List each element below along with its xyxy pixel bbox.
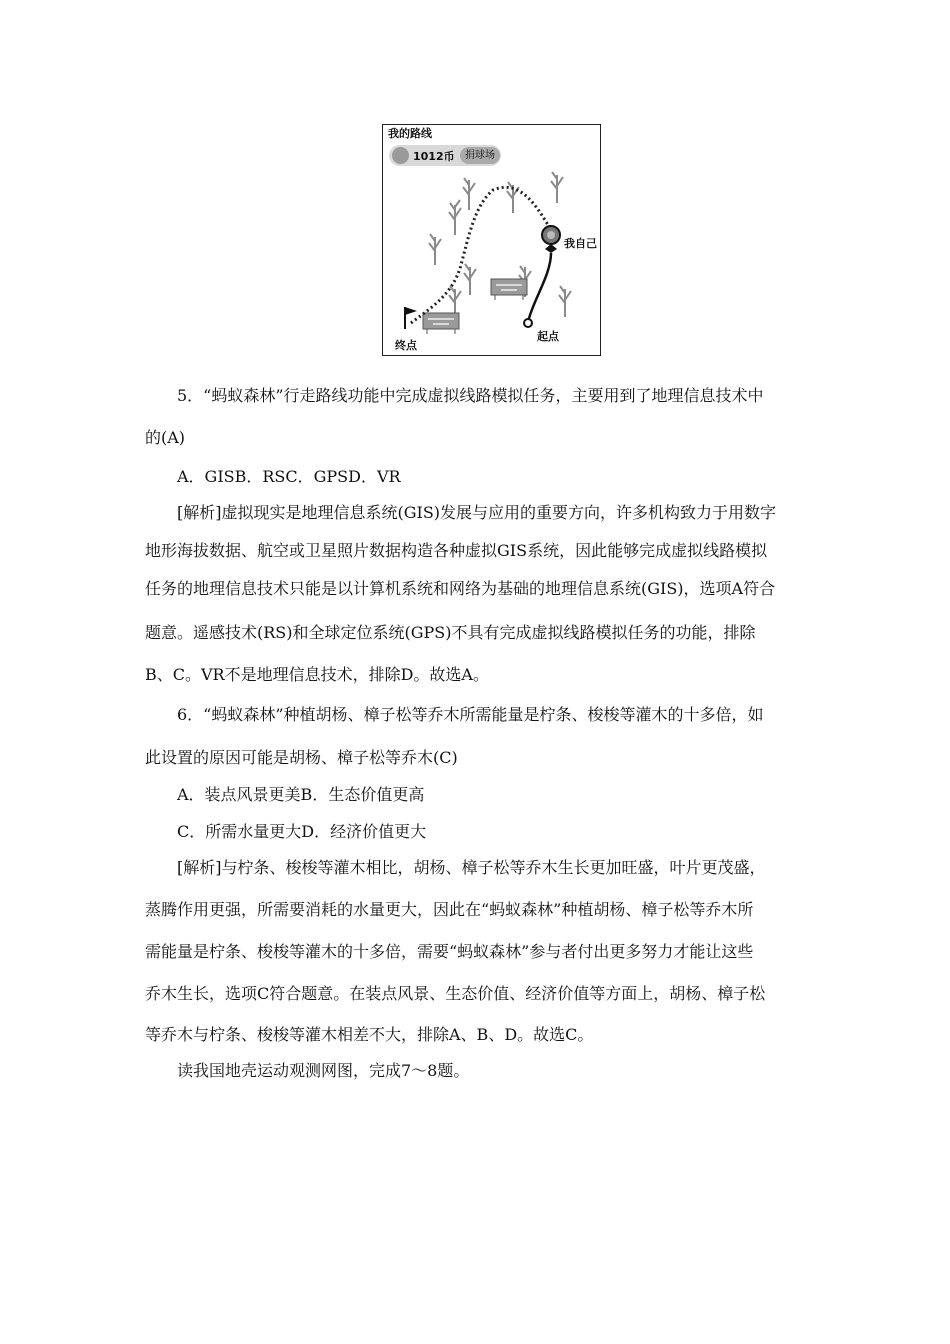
donate-button[interactable]: 捐球场 [460, 147, 500, 164]
question-5-line-2: 的(A) [145, 428, 186, 447]
avatar-icon [542, 226, 560, 253]
signboard-icon [423, 313, 459, 334]
analysis-5-line-3: 任务的地理信息技术只能是以计算机系统和网络为基础的地理信息系统(GIS)，选项A符合 [145, 579, 776, 598]
tree-icon [463, 178, 475, 210]
question-6-line-1: 6．“蚂蚁森林”种植胡杨、樟子松等乔木所需能量是柠条、梭梭等灌木的十多倍，如 [177, 705, 764, 724]
start-label: 起点 [537, 330, 559, 343]
tree-icon [559, 286, 571, 317]
tree-icon [449, 286, 461, 317]
coin-icon [392, 147, 409, 164]
tree-icon [464, 264, 476, 295]
coin-count: 1012币 [413, 150, 455, 163]
analysis-6-line-4: 乔木生长，选项C符合题意。在装点风景、生态价值、经济价值等方面上，胡杨、樟子松 [145, 984, 766, 1003]
analysis-5-line-4: 题意。遥感技术(RS)和全球定位系统(GPS)不具有完成虚拟线路模拟任务的功能，排除 [145, 623, 756, 642]
analysis-6-line-3: 需能量是柠条、梭梭等灌木的十多倍，需要“蚂蚁森林”参与者付出更多努力才能让这些 [145, 942, 754, 961]
start-point-icon [524, 319, 532, 327]
analysis-6-line-2: 蒸腾作用更强，所需要消耗的水量更大，因此在“蚂蚁森林”种植胡杨、樟子松等乔木所 [145, 900, 754, 919]
next-section-intro: 读我国地壳运动观测网图，完成7～8题。 [177, 1061, 470, 1080]
analysis-5-line-1: [解析]虚拟现实是地理信息系统(GIS)发展与应用的重要方向，许多机构致力于用数字 [177, 503, 777, 522]
signboard-icon [491, 279, 527, 300]
question-6-options-ab: A．装点风景更美B．生态价值更高 [177, 785, 425, 804]
tree-icon [449, 200, 461, 235]
analysis-5-line-5: B、C。VR不是地理信息技术，排除D。故选A。 [145, 665, 489, 684]
tree-icon [551, 172, 563, 203]
analysis-5-line-2: 地形海拔数据、航空或卫星照片数据构造各种虚拟GIS系统，因此能够完成虚拟线路模拟 [145, 541, 768, 560]
tree-icon [429, 234, 441, 265]
question-5-line-1: 5．“蚂蚁森林”行走路线功能中完成虚拟线路模拟任务，主要用到了地理信息技术中 [177, 386, 764, 405]
walked-route-line [528, 253, 551, 322]
analysis-6-line-1: [解析]与柠条、梭梭等灌木相比，胡杨、樟子松等乔木生长更加旺盛，叶片更茂盛， [177, 858, 766, 877]
route-map-figure [382, 124, 601, 356]
me-label: 我自己 [564, 237, 597, 250]
question-6-options-cd: C．所需水量更大D．经济价值更大 [177, 822, 427, 841]
question-6-line-2: 此设置的原因可能是胡杨、樟子松等乔木(C) [145, 748, 458, 767]
remaining-route-line [411, 187, 548, 323]
coin-balance [389, 145, 501, 166]
analysis-6-line-5: 等乔木与柠条、梭梭等灌木相差不大，排除A、B、D。故选C。 [145, 1025, 594, 1044]
end-label: 终点 [395, 339, 417, 352]
question-5-options: A．GISB．RSC．GPSD．VR [177, 467, 401, 486]
figure-title: 我的路线 [388, 127, 432, 140]
